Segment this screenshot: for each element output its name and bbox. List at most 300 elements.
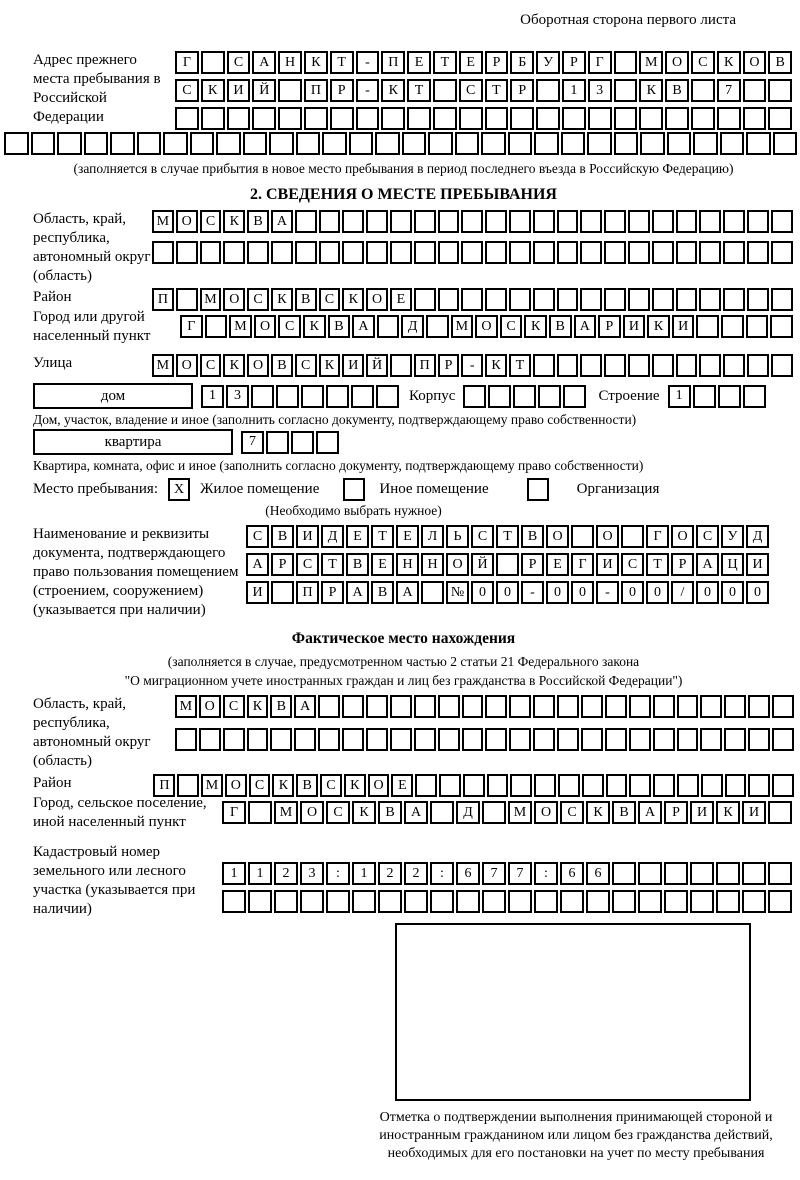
- char-box: [266, 431, 289, 454]
- char-box: В: [665, 79, 689, 102]
- char-box: [768, 79, 792, 102]
- actual-region-block: [33, 695, 794, 771]
- char-box: [724, 728, 746, 751]
- char-box: [461, 288, 483, 311]
- prev-address-label: Адрес прежнего места пребывания в Российской Федерации: [33, 52, 161, 125]
- district-label: Район: [33, 289, 72, 305]
- char-box: :: [534, 862, 558, 885]
- stay-type-option-residential-label: Жилое помещение: [200, 481, 320, 497]
- char-box: М: [229, 315, 252, 338]
- char-box: [557, 354, 579, 377]
- char-box: [414, 241, 436, 264]
- char-box: О: [665, 51, 689, 74]
- char-box: С: [249, 774, 271, 797]
- char-box: [533, 210, 555, 233]
- char-box: [581, 695, 603, 718]
- char-box: [496, 553, 519, 576]
- char-box: С: [621, 553, 644, 576]
- char-box: [664, 862, 688, 885]
- char-box: [291, 431, 314, 454]
- char-box: [352, 890, 376, 913]
- char-box: [743, 107, 767, 130]
- actual-district-row: [153, 774, 794, 797]
- char-box: О: [199, 695, 221, 718]
- char-box: [536, 107, 560, 130]
- char-box: [509, 728, 531, 751]
- char-box: [485, 728, 507, 751]
- char-box: О: [225, 774, 247, 797]
- char-box: [248, 890, 272, 913]
- char-box: Е: [396, 525, 419, 548]
- char-box: [677, 695, 699, 718]
- char-box: [407, 107, 431, 130]
- char-box: [628, 354, 650, 377]
- char-box: [676, 241, 698, 264]
- char-box: Р: [510, 79, 534, 102]
- char-box: [561, 132, 586, 155]
- char-box: Р: [562, 51, 586, 74]
- char-box: Е: [391, 774, 413, 797]
- char-box: [342, 241, 364, 264]
- char-box: 2: [274, 862, 298, 885]
- char-box: [614, 107, 638, 130]
- char-box: [31, 132, 56, 155]
- char-box: [580, 288, 602, 311]
- char-box: [295, 241, 317, 264]
- char-box: 6: [586, 862, 610, 885]
- char-box: К: [381, 79, 405, 102]
- document-row-2: [246, 553, 769, 576]
- char-box: [723, 288, 745, 311]
- char-box: О: [176, 210, 198, 233]
- char-box: В: [371, 581, 394, 604]
- char-box: [462, 695, 484, 718]
- char-box: [677, 728, 699, 751]
- char-box: Н: [396, 553, 419, 576]
- house-block: [33, 383, 794, 409]
- char-box: [278, 107, 302, 130]
- char-box: [438, 241, 460, 264]
- char-box: [463, 774, 485, 797]
- char-box: [223, 728, 245, 751]
- char-box: [269, 132, 294, 155]
- stay-type-checkbox-other: [343, 478, 365, 501]
- char-box: Р: [271, 553, 294, 576]
- char-box: Г: [222, 801, 246, 824]
- char-box: [533, 288, 555, 311]
- char-box: А: [638, 801, 662, 824]
- char-box: [653, 774, 675, 797]
- char-box: 6: [456, 862, 480, 885]
- document-label: Наименование и реквизиты документа, подтверждающего право пользования помещением (строением, сооружением) (указывается при наличии): [33, 526, 239, 618]
- char-box: [538, 385, 561, 408]
- char-box: [723, 354, 745, 377]
- char-box: [743, 79, 767, 102]
- char-box: [667, 132, 692, 155]
- char-box: [586, 890, 610, 913]
- char-box: [604, 241, 626, 264]
- char-box: [639, 107, 663, 130]
- char-box: 1: [222, 862, 246, 885]
- char-box: [304, 107, 328, 130]
- actual-district-label: Район: [33, 775, 72, 791]
- cadastral-label: Кадастровый номер земельного или лесного участка (указывается при наличии): [33, 844, 196, 917]
- region-row-1: [152, 210, 793, 233]
- char-box: [770, 315, 793, 338]
- char-box: Д: [401, 315, 424, 338]
- char-box: [485, 695, 507, 718]
- char-box: [356, 107, 380, 130]
- char-box: [621, 525, 644, 548]
- char-box: С: [696, 525, 719, 548]
- char-box: [318, 728, 340, 751]
- char-box: [664, 890, 688, 913]
- char-box: [390, 241, 412, 264]
- char-box: 1: [562, 79, 586, 102]
- char-box: Р: [521, 553, 544, 576]
- prev-address-block: [33, 51, 794, 130]
- char-box: [557, 241, 579, 264]
- char-box: [771, 241, 793, 264]
- char-box: И: [742, 801, 766, 824]
- char-box: [200, 241, 222, 264]
- char-box: Г: [646, 525, 669, 548]
- char-box: В: [270, 695, 292, 718]
- char-box: Е: [407, 51, 431, 74]
- char-box: 3: [226, 385, 249, 408]
- char-box: Р: [438, 354, 460, 377]
- char-box: К: [586, 801, 610, 824]
- cadastral-row-1: [222, 862, 792, 885]
- char-box: [216, 132, 241, 155]
- char-box: К: [717, 51, 741, 74]
- char-box: [402, 132, 427, 155]
- char-box: [485, 241, 507, 264]
- document-row-3: [246, 581, 769, 604]
- char-box: -: [521, 581, 544, 604]
- char-box: 2: [378, 862, 402, 885]
- char-box: А: [574, 315, 597, 338]
- char-box: [699, 210, 721, 233]
- char-box: О: [475, 315, 498, 338]
- char-box: И: [746, 553, 769, 576]
- char-box: [721, 315, 744, 338]
- apartment-box-label: квартира: [33, 429, 233, 455]
- char-box: /: [671, 581, 694, 604]
- char-box: [276, 385, 299, 408]
- char-box: [110, 132, 135, 155]
- char-box: [628, 241, 650, 264]
- char-box: [614, 79, 638, 102]
- char-box: [421, 581, 444, 604]
- char-box: Ь: [446, 525, 469, 548]
- char-box: [378, 890, 402, 913]
- char-box: [534, 774, 556, 797]
- char-box: [205, 315, 228, 338]
- char-box: А: [352, 315, 375, 338]
- char-box: 3: [588, 79, 612, 102]
- char-box: К: [271, 288, 293, 311]
- char-box: [742, 890, 766, 913]
- char-box: [557, 695, 579, 718]
- char-box: [428, 132, 453, 155]
- char-box: [270, 728, 292, 751]
- char-box: [771, 288, 793, 311]
- char-box: С: [246, 525, 269, 548]
- char-box: С: [320, 774, 342, 797]
- char-box: [430, 801, 454, 824]
- char-box: [176, 241, 198, 264]
- char-box: [433, 107, 457, 130]
- page-side-note: Оборотная сторона первого листа: [520, 12, 736, 28]
- char-box: [716, 890, 740, 913]
- char-box: Й: [366, 354, 388, 377]
- char-box: [366, 210, 388, 233]
- prev-address-caption: (заполняется в случае прибытия в новое место пребывания в период последнего въезда в Российскую Федерацию): [73, 161, 734, 176]
- char-box: [580, 210, 602, 233]
- char-box: [690, 890, 714, 913]
- char-box: В: [247, 210, 269, 233]
- char-box: С: [319, 288, 341, 311]
- char-box: [190, 132, 215, 155]
- char-box: [438, 210, 460, 233]
- char-box: [296, 132, 321, 155]
- char-box: С: [247, 288, 269, 311]
- char-box: -: [461, 354, 483, 377]
- char-box: [771, 354, 793, 377]
- char-box: [628, 210, 650, 233]
- char-box: [175, 107, 199, 130]
- char-box: В: [296, 774, 318, 797]
- char-box: Г: [588, 51, 612, 74]
- char-box: [278, 79, 302, 102]
- char-box: 0: [646, 581, 669, 604]
- char-box: [746, 132, 771, 155]
- char-box: [508, 132, 533, 155]
- char-box: К: [303, 315, 326, 338]
- char-box: [509, 210, 531, 233]
- char-box: О: [247, 354, 269, 377]
- char-box: М: [274, 801, 298, 824]
- char-box: [243, 132, 268, 155]
- char-box: Й: [471, 553, 494, 576]
- char-box: Р: [330, 79, 354, 102]
- char-box: 7: [241, 431, 264, 454]
- char-box: [614, 51, 638, 74]
- char-box: [461, 210, 483, 233]
- char-box: [271, 581, 294, 604]
- char-box: О: [300, 801, 324, 824]
- char-box: [557, 288, 579, 311]
- char-box: [771, 210, 793, 233]
- char-box: Р: [485, 51, 509, 74]
- char-box: [349, 132, 374, 155]
- char-box: С: [691, 51, 715, 74]
- char-box: [699, 288, 721, 311]
- char-box: [691, 107, 715, 130]
- char-box: [557, 728, 579, 751]
- char-box: [366, 241, 388, 264]
- char-box: [724, 695, 746, 718]
- char-box: 0: [546, 581, 569, 604]
- char-box: [696, 315, 719, 338]
- char-box: [414, 728, 436, 751]
- char-box: М: [508, 801, 532, 824]
- char-box: У: [721, 525, 744, 548]
- char-box: И: [596, 553, 619, 576]
- char-box: [747, 210, 769, 233]
- char-box: У: [536, 51, 560, 74]
- char-box: -: [356, 51, 380, 74]
- char-box: В: [346, 553, 369, 576]
- char-box: К: [485, 354, 507, 377]
- char-box: [701, 774, 723, 797]
- char-box: Т: [496, 525, 519, 548]
- char-box: [748, 695, 770, 718]
- char-box: [628, 288, 650, 311]
- char-box: [723, 210, 745, 233]
- char-box: М: [201, 774, 223, 797]
- confirmation-mark-caption: Отметка о подтверждении выполнения принимающей стороной и иностранным гражданином или лицом без гражданства действий, необходимых для его постановки на учет по месту пребывания: [379, 1110, 773, 1161]
- char-box: [175, 728, 197, 751]
- char-box: А: [246, 553, 269, 576]
- char-box: [747, 288, 769, 311]
- char-box: [652, 241, 674, 264]
- stay-type-block: [33, 478, 794, 501]
- char-box: К: [272, 774, 294, 797]
- char-box: [201, 51, 225, 74]
- char-box: [720, 132, 745, 155]
- char-box: Е: [459, 51, 483, 74]
- char-box: В: [549, 315, 572, 338]
- char-box: [536, 79, 560, 102]
- char-box: В: [295, 288, 317, 311]
- char-box: [301, 385, 324, 408]
- char-box: О: [596, 525, 619, 548]
- char-box: К: [524, 315, 547, 338]
- char-box: [690, 862, 714, 885]
- actual-city-label: Город, сельское поселение, иной населенный пункт: [33, 795, 207, 830]
- actual-city-row: [222, 801, 792, 824]
- char-box: [319, 241, 341, 264]
- char-box: [438, 288, 460, 311]
- char-box: [534, 132, 559, 155]
- char-box: С: [471, 525, 494, 548]
- char-box: А: [252, 51, 276, 74]
- char-box: [390, 695, 412, 718]
- char-box: П: [153, 774, 175, 797]
- char-box: В: [521, 525, 544, 548]
- region-label: Область, край, республика, автономный округ (область): [33, 211, 151, 284]
- char-box: Т: [646, 553, 669, 576]
- char-box: С: [223, 695, 245, 718]
- char-box: [377, 315, 400, 338]
- prev-address-row-4: [4, 132, 794, 155]
- char-box: [351, 385, 374, 408]
- char-box: 0: [621, 581, 644, 604]
- char-box: И: [623, 315, 646, 338]
- char-box: [414, 288, 436, 311]
- char-box: [430, 890, 454, 913]
- char-box: [558, 774, 580, 797]
- char-box: Е: [546, 553, 569, 576]
- char-box: Р: [321, 581, 344, 604]
- actual-location-caption-2: "О миграционном учете иностранных граждан и лиц без гражданства в Российской Федерации"): [124, 673, 683, 688]
- char-box: [742, 862, 766, 885]
- char-box: С: [500, 315, 523, 338]
- char-box: [381, 107, 405, 130]
- char-box: А: [346, 581, 369, 604]
- char-box: 1: [352, 862, 376, 885]
- char-box: [342, 695, 364, 718]
- char-box: [199, 728, 221, 751]
- char-box: [137, 132, 162, 155]
- city-block: [33, 309, 794, 353]
- document-block: [33, 525, 794, 620]
- char-box: [746, 315, 769, 338]
- char-box: С: [200, 354, 222, 377]
- char-box: [390, 354, 412, 377]
- char-box: [390, 728, 412, 751]
- char-box: [455, 132, 480, 155]
- char-box: С: [560, 801, 584, 824]
- char-box: [252, 107, 276, 130]
- char-box: К: [201, 79, 225, 102]
- char-box: [605, 695, 627, 718]
- char-box: [747, 354, 769, 377]
- char-box: Р: [664, 801, 688, 824]
- char-box: [438, 695, 460, 718]
- char-box: 7: [717, 79, 741, 102]
- section2-title: 2. СВЕДЕНИЯ О МЕСТЕ ПРЕБЫВАНИЯ: [250, 186, 557, 203]
- char-box: [223, 241, 245, 264]
- char-box: [582, 774, 604, 797]
- char-box: [533, 695, 555, 718]
- char-box: [747, 241, 769, 264]
- char-box: [725, 774, 747, 797]
- char-box: [375, 132, 400, 155]
- char-box: [605, 728, 627, 751]
- char-box: [581, 728, 603, 751]
- char-box: В: [328, 315, 351, 338]
- char-box: [330, 107, 354, 130]
- char-box: [534, 890, 558, 913]
- char-box: [723, 241, 745, 264]
- char-box: [718, 385, 741, 408]
- char-box: [414, 695, 436, 718]
- char-box: [485, 210, 507, 233]
- char-box: А: [696, 553, 719, 576]
- char-box: О: [546, 525, 569, 548]
- char-box: С: [278, 315, 301, 338]
- char-box: Е: [346, 525, 369, 548]
- house-caption: Дом, участок, владение и иное (заполнить согласно документу, подтверждающему право собственности): [33, 412, 637, 427]
- char-box: О: [176, 354, 198, 377]
- char-box: [247, 241, 269, 264]
- street-block: [33, 354, 794, 377]
- char-box: [614, 132, 639, 155]
- char-box: [438, 728, 460, 751]
- char-box: [748, 774, 770, 797]
- char-box: [459, 107, 483, 130]
- char-box: О: [743, 51, 767, 74]
- char-box: М: [175, 695, 197, 718]
- char-box: 0: [571, 581, 594, 604]
- char-box: [676, 288, 698, 311]
- stay-type-checkbox-organization: [527, 478, 549, 501]
- char-box: [251, 385, 274, 408]
- char-box: [629, 774, 651, 797]
